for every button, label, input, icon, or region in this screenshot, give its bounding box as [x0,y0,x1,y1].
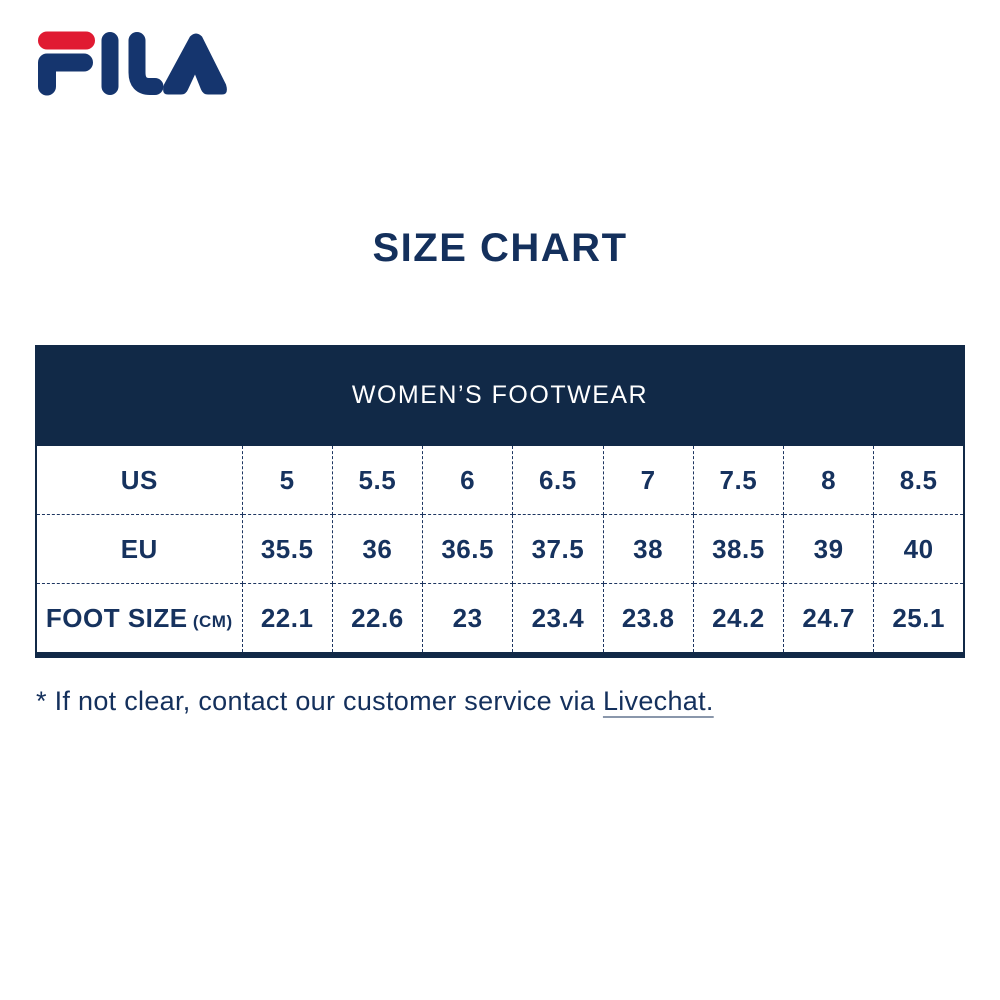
size-cell: 6 [423,446,513,515]
size-cell: 38.5 [693,515,783,584]
row-label: US [36,446,242,515]
size-cell: 23.8 [603,584,693,656]
size-table-body [36,446,964,655]
size-cell: 36 [332,515,422,584]
table-header-row [36,345,964,446]
size-cell: 5.5 [332,446,422,515]
fila-logo [38,30,228,98]
row-label: FOOT SIZE (CM) [36,584,242,656]
row-label-unit: (CM) [187,611,233,631]
size-cell: 7.5 [693,446,783,515]
size-cell: 38 [603,515,693,584]
table-row [36,446,964,515]
size-cell: 24.7 [784,584,874,656]
size-cell: 39 [784,515,874,584]
size-cell: 8.5 [874,446,964,515]
table-row [36,515,964,584]
page-title: SIZE CHART [372,226,628,270]
size-cell: 40 [874,515,964,584]
size-cell: 6.5 [513,446,603,515]
size-cell: 35.5 [242,515,332,584]
size-cell: 23.4 [513,584,603,656]
footnote [36,686,714,717]
table-header: WOMEN’S FOOTWEAR [36,345,964,446]
size-table [35,345,965,658]
size-cell: 24.2 [693,584,783,656]
row-label: EU [36,515,242,584]
table-row [36,584,964,656]
footnote-text: * If not clear, contact our customer service via [36,686,603,716]
size-cell: 36.5 [423,515,513,584]
size-cell: 5 [242,446,332,515]
size-cell: 7 [603,446,693,515]
fila-logo-icon [38,30,228,98]
size-cell: 22.6 [332,584,422,656]
size-cell: 23 [423,584,513,656]
livechat-link[interactable]: Livechat. [602,686,714,716]
size-cell: 22.1 [242,584,332,656]
size-cell: 25.1 [874,584,964,656]
size-cell: 37.5 [513,515,603,584]
size-cell: 8 [784,446,874,515]
